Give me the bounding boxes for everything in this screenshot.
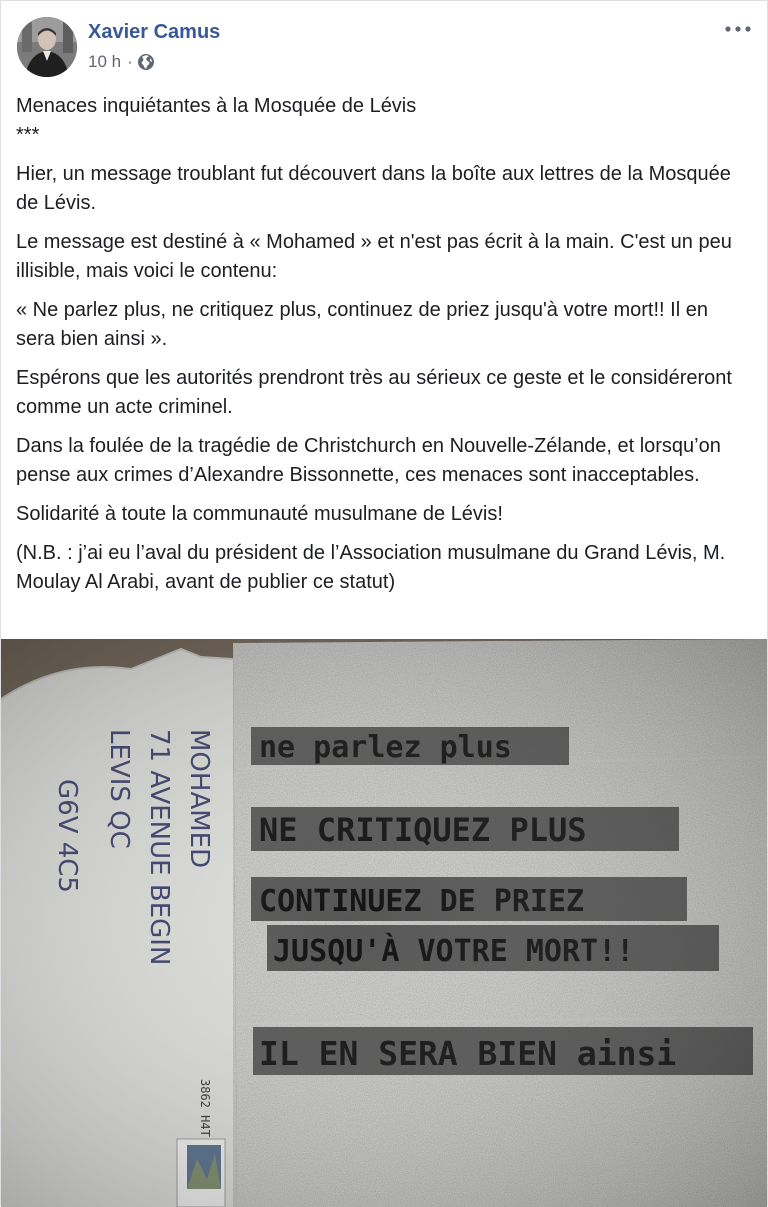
post-paragraph: *** (16, 124, 40, 146)
post-photo[interactable] (1, 639, 767, 1207)
photo-image (1, 639, 767, 1207)
post-paragraph: (N.B. : j’ai eu l’aval du président de l’Association musulmane du Grand Lévis, M. Moulay Al Arabi, avant de publier ce statut) (16, 542, 726, 593)
post-paragraph: Espérons que les autorités prendront très au sérieux ce geste et le considéreront comme un acte criminel. (16, 367, 732, 418)
post-text (16, 92, 751, 607)
post-paragraph: Hier, un message troublant fut découvert dans la boîte aux lettres de la Mosquée de Lévis. (16, 163, 731, 214)
post-time[interactable]: 10 h (88, 52, 122, 71)
post-paragraph: « Ne parlez plus, ne critiquez plus, continuez de priez jusqu'à votre mort!! Il en sera bien ainsi ». (16, 299, 708, 350)
post-paragraph: Dans la foulée de la tragédie de Christchurch en Nouvelle-Zélande, et lorsqu’on pense aux crimes d’Alexandre Bissonnette, ces menaces sont inacceptables. (16, 435, 721, 486)
globe-icon[interactable] (137, 53, 155, 71)
avatar[interactable] (17, 17, 77, 77)
more-options-icon[interactable] (723, 19, 753, 39)
author-name[interactable]: Xavier Camus (88, 21, 221, 43)
avatar-image (17, 17, 77, 77)
post-header (1, 1, 767, 91)
meta-separator: · (127, 52, 133, 71)
post-paragraph: Menaces inquiétantes à la Mosquée de Lévis (16, 95, 417, 117)
post-paragraph: Le message est destiné à « Mohamed » et n'est pas écrit à la main. C'est un peu illisible, mais voici le contenu: (16, 231, 732, 282)
post-paragraph: Solidarité à toute la communauté musulmane de Lévis! (16, 503, 503, 525)
post-meta (88, 52, 155, 72)
